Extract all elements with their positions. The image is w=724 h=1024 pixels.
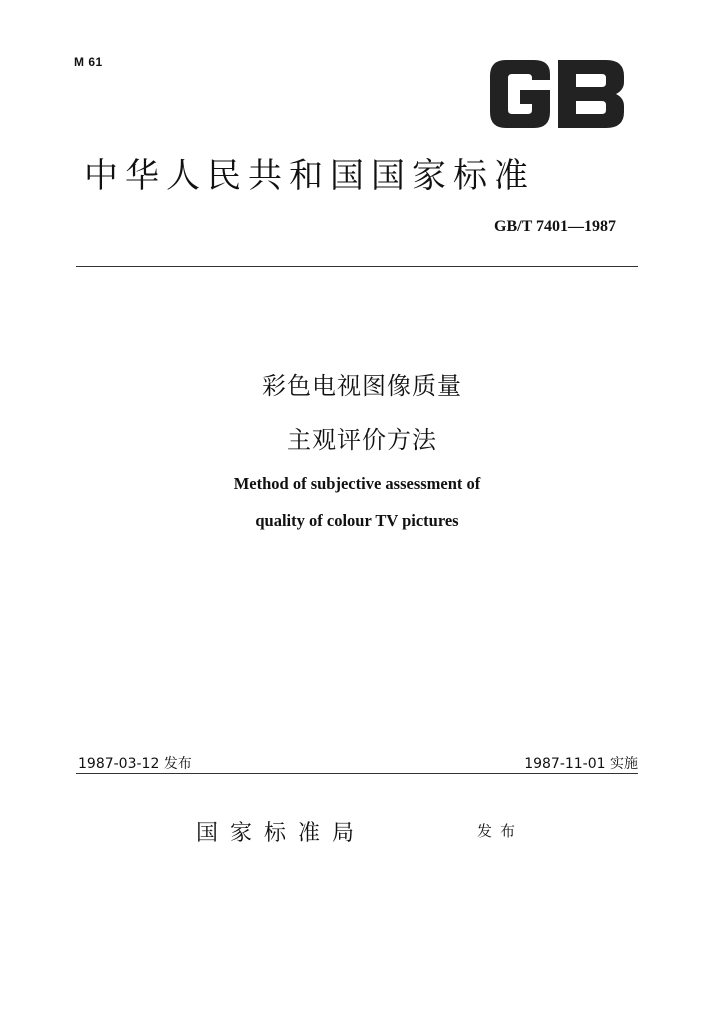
implementation-date: 1987-11-01 实施: [524, 756, 638, 772]
standard-number: GB/T 7401—1987: [494, 218, 616, 235]
issue-date: 1987-03-12 发布: [78, 756, 192, 772]
national-standard-title: 中华人民共和国国家标准: [84, 156, 535, 196]
footer-divider: [76, 773, 638, 774]
gb-logo: [484, 54, 630, 134]
chinese-title-line-1: 彩色电视图像质量: [262, 372, 462, 400]
english-title-line-2: quality of colour TV pictures: [255, 511, 459, 530]
issuing-authority: 国家标准局: [196, 821, 367, 846]
english-title-line-1: Method of subjective assessment of: [233, 474, 481, 493]
issue-label: 发布: [477, 822, 524, 840]
header-divider: [76, 266, 638, 267]
classification-code: M 61: [74, 55, 103, 69]
chinese-title-line-2: 主观评价方法: [287, 426, 437, 454]
